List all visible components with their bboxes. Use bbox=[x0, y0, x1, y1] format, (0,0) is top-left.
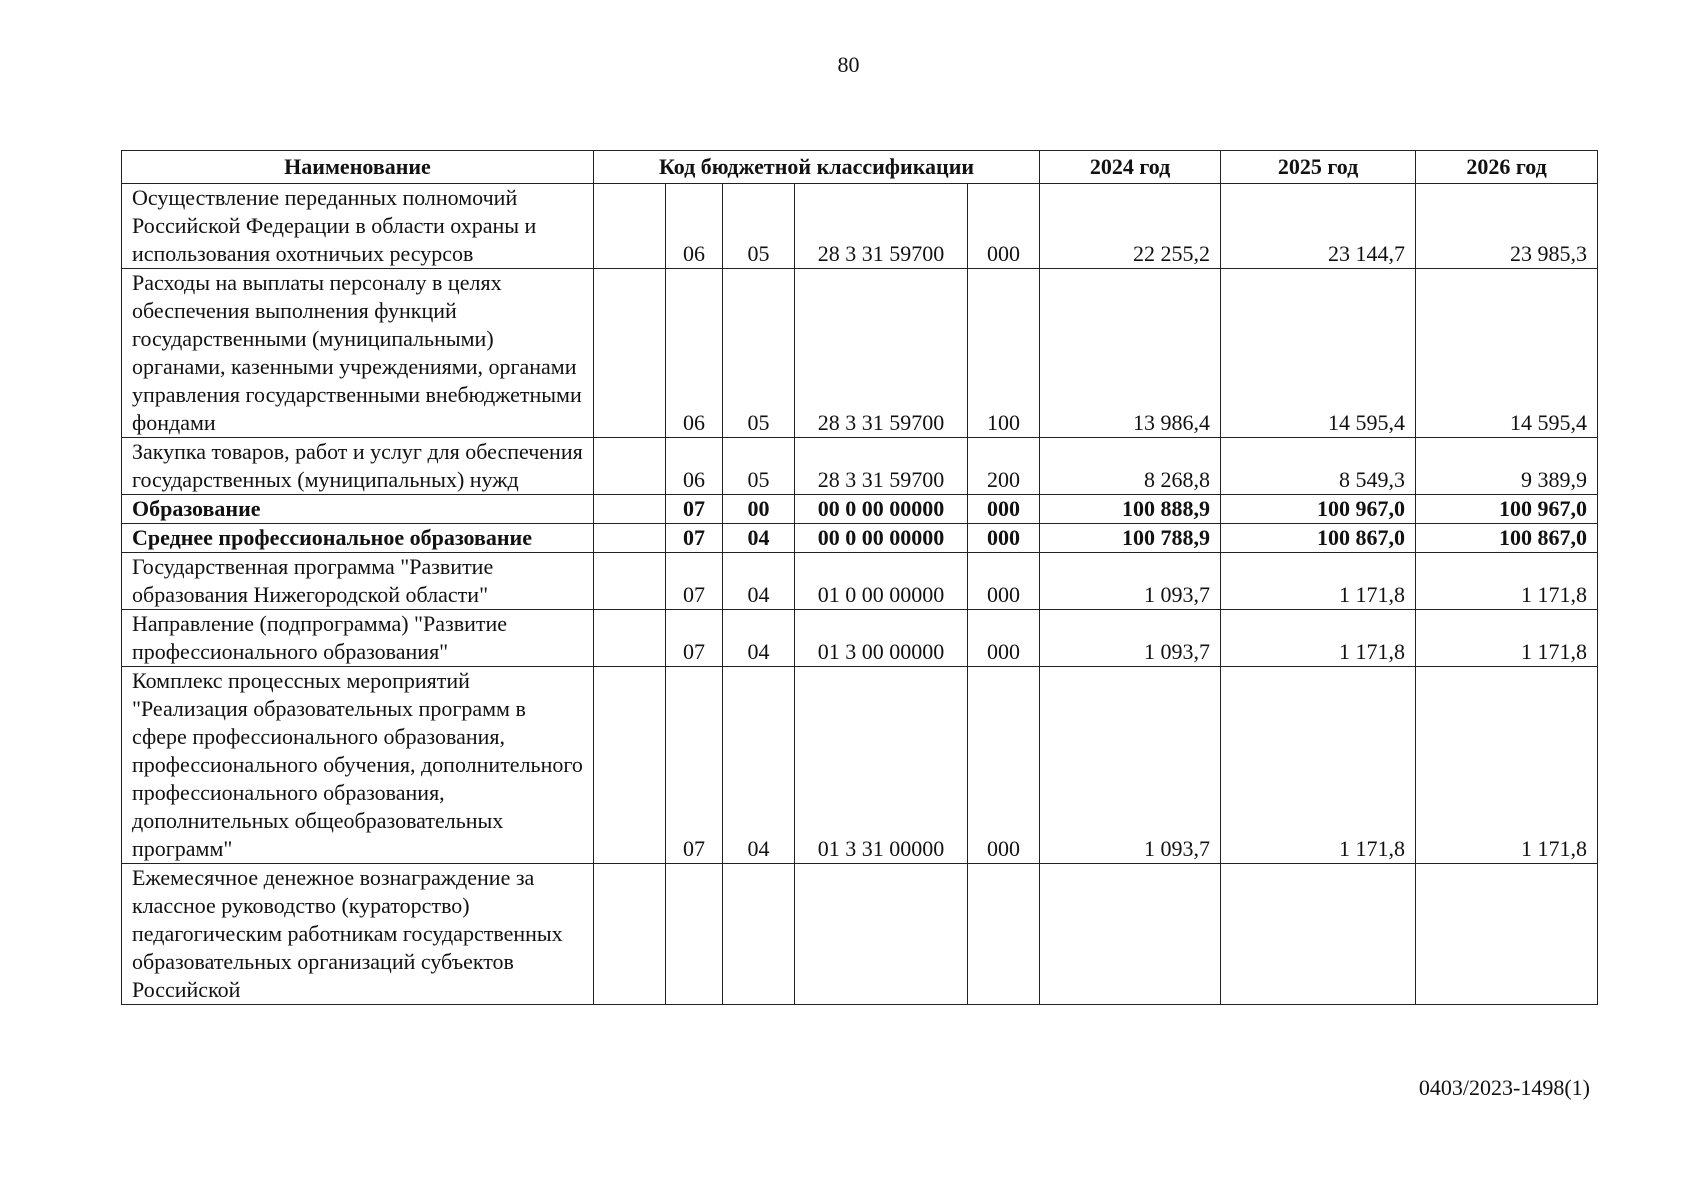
code-subsection: 05 bbox=[723, 269, 795, 438]
code-target: 01 3 31 00000 bbox=[795, 667, 968, 864]
header-name: Наименование bbox=[122, 151, 594, 184]
value-2024: 100 788,9 bbox=[1040, 524, 1221, 553]
code-part-1 bbox=[594, 610, 666, 667]
table-row-section bbox=[122, 495, 1598, 524]
code-target: 28 3 31 59700 bbox=[795, 438, 968, 495]
table-header-row bbox=[122, 151, 1598, 184]
value-2025: 14 595,4 bbox=[1221, 269, 1416, 438]
row-name: Закупка товаров, работ и услуг для обеспечения государственных (муниципальных) нужд bbox=[122, 438, 594, 495]
code-target bbox=[795, 864, 968, 1005]
code-expense-type: 000 bbox=[968, 610, 1040, 667]
header-2024: 2024 год bbox=[1040, 151, 1221, 184]
code-expense-type: 000 bbox=[968, 495, 1040, 524]
table-row bbox=[122, 184, 1598, 269]
code-subsection: 04 bbox=[723, 553, 795, 610]
code-section: 06 bbox=[666, 438, 723, 495]
value-2026 bbox=[1416, 864, 1598, 1005]
value-2026: 1 171,8 bbox=[1416, 667, 1598, 864]
value-2026: 14 595,4 bbox=[1416, 269, 1598, 438]
value-2025: 8 549,3 bbox=[1221, 438, 1416, 495]
value-2026: 1 171,8 bbox=[1416, 610, 1598, 667]
table-row bbox=[122, 553, 1598, 610]
value-2026: 100 867,0 bbox=[1416, 524, 1598, 553]
table-row bbox=[122, 667, 1598, 864]
budget-table bbox=[121, 150, 1598, 1005]
code-subsection: 04 bbox=[723, 524, 795, 553]
code-target: 28 3 31 59700 bbox=[795, 184, 968, 269]
code-expense-type: 100 bbox=[968, 269, 1040, 438]
code-section: 07 bbox=[666, 524, 723, 553]
row-name: Комплекс процессных мероприятий "Реализация образовательных программ в сфере профессионального образования, профессионального обучения, дополнительного профессионального образования, дополнительных общеобразовательных программ" bbox=[122, 667, 594, 864]
code-section: 07 bbox=[666, 495, 723, 524]
header-2026: 2026 год bbox=[1416, 151, 1598, 184]
code-expense-type: 000 bbox=[968, 553, 1040, 610]
value-2024: 1 093,7 bbox=[1040, 667, 1221, 864]
row-name: Ежемесячное денежное вознаграждение за классное руководство (кураторство) педагогическим работникам государственных образовательных организаций субъектов Российской bbox=[122, 864, 594, 1005]
code-section: 07 bbox=[666, 610, 723, 667]
value-2025: 23 144,7 bbox=[1221, 184, 1416, 269]
code-part-1 bbox=[594, 864, 666, 1005]
value-2026: 23 985,3 bbox=[1416, 184, 1598, 269]
row-name: Среднее профессиональное образование bbox=[122, 524, 594, 553]
value-2024: 100 888,9 bbox=[1040, 495, 1221, 524]
value-2024: 1 093,7 bbox=[1040, 553, 1221, 610]
row-name: Направление (подпрограмма) "Развитие профессионального образования" bbox=[122, 610, 594, 667]
value-2024: 22 255,2 bbox=[1040, 184, 1221, 269]
code-section bbox=[666, 864, 723, 1005]
code-target: 00 0 00 00000 bbox=[795, 524, 968, 553]
code-section: 06 bbox=[666, 269, 723, 438]
code-section: 06 bbox=[666, 184, 723, 269]
table-row bbox=[122, 610, 1598, 667]
code-part-1 bbox=[594, 495, 666, 524]
value-2026: 9 389,9 bbox=[1416, 438, 1598, 495]
value-2025: 1 171,8 bbox=[1221, 553, 1416, 610]
value-2026: 100 967,0 bbox=[1416, 495, 1598, 524]
code-subsection: 05 bbox=[723, 438, 795, 495]
value-2025: 100 867,0 bbox=[1221, 524, 1416, 553]
code-part-1 bbox=[594, 524, 666, 553]
table-row bbox=[122, 864, 1598, 1005]
table-row bbox=[122, 438, 1598, 495]
code-part-1 bbox=[594, 269, 666, 438]
code-subsection: 00 bbox=[723, 495, 795, 524]
value-2025: 100 967,0 bbox=[1221, 495, 1416, 524]
code-section: 07 bbox=[666, 553, 723, 610]
code-subsection: 04 bbox=[723, 667, 795, 864]
value-2025: 1 171,8 bbox=[1221, 667, 1416, 864]
code-section: 07 bbox=[666, 667, 723, 864]
code-expense-type: 000 bbox=[968, 524, 1040, 553]
code-expense-type bbox=[968, 864, 1040, 1005]
code-part-1 bbox=[594, 438, 666, 495]
header-2025: 2025 год bbox=[1221, 151, 1416, 184]
value-2024: 1 093,7 bbox=[1040, 610, 1221, 667]
value-2025 bbox=[1221, 864, 1416, 1005]
value-2025: 1 171,8 bbox=[1221, 610, 1416, 667]
code-part-1 bbox=[594, 667, 666, 864]
code-subsection: 05 bbox=[723, 184, 795, 269]
header-code: Код бюджетной классификации bbox=[594, 151, 1040, 184]
document-code: 0403/2023-1498(1) bbox=[1418, 1075, 1590, 1100]
value-2024 bbox=[1040, 864, 1221, 1005]
code-expense-type: 200 bbox=[968, 438, 1040, 495]
value-2024: 8 268,8 bbox=[1040, 438, 1221, 495]
code-subsection bbox=[723, 864, 795, 1005]
code-part-1 bbox=[594, 553, 666, 610]
code-expense-type: 000 bbox=[968, 184, 1040, 269]
value-2024: 13 986,4 bbox=[1040, 269, 1221, 438]
row-name: Государственная программа "Развитие образования Нижегородской области" bbox=[122, 553, 594, 610]
code-subsection: 04 bbox=[723, 610, 795, 667]
table-row-subsection bbox=[122, 524, 1598, 553]
code-target: 01 3 00 00000 bbox=[795, 610, 968, 667]
row-name: Образование bbox=[122, 495, 594, 524]
code-expense-type: 000 bbox=[968, 667, 1040, 864]
code-target: 00 0 00 00000 bbox=[795, 495, 968, 524]
page-number: 80 bbox=[837, 52, 860, 77]
code-target: 28 3 31 59700 bbox=[795, 269, 968, 438]
row-name: Расходы на выплаты персоналу в целях обеспечения выполнения функций государственными (муниципальными) органами, казенными учреждениями, органами управления государственными внебюджетными фондами bbox=[122, 269, 594, 438]
value-2026: 1 171,8 bbox=[1416, 553, 1598, 610]
row-name: Осуществление переданных полномочий Российской Федерации в области охраны и использования охотничьих ресурсов bbox=[122, 184, 594, 269]
code-target: 01 0 00 00000 bbox=[795, 553, 968, 610]
table-row bbox=[122, 269, 1598, 438]
code-part-1 bbox=[594, 184, 666, 269]
